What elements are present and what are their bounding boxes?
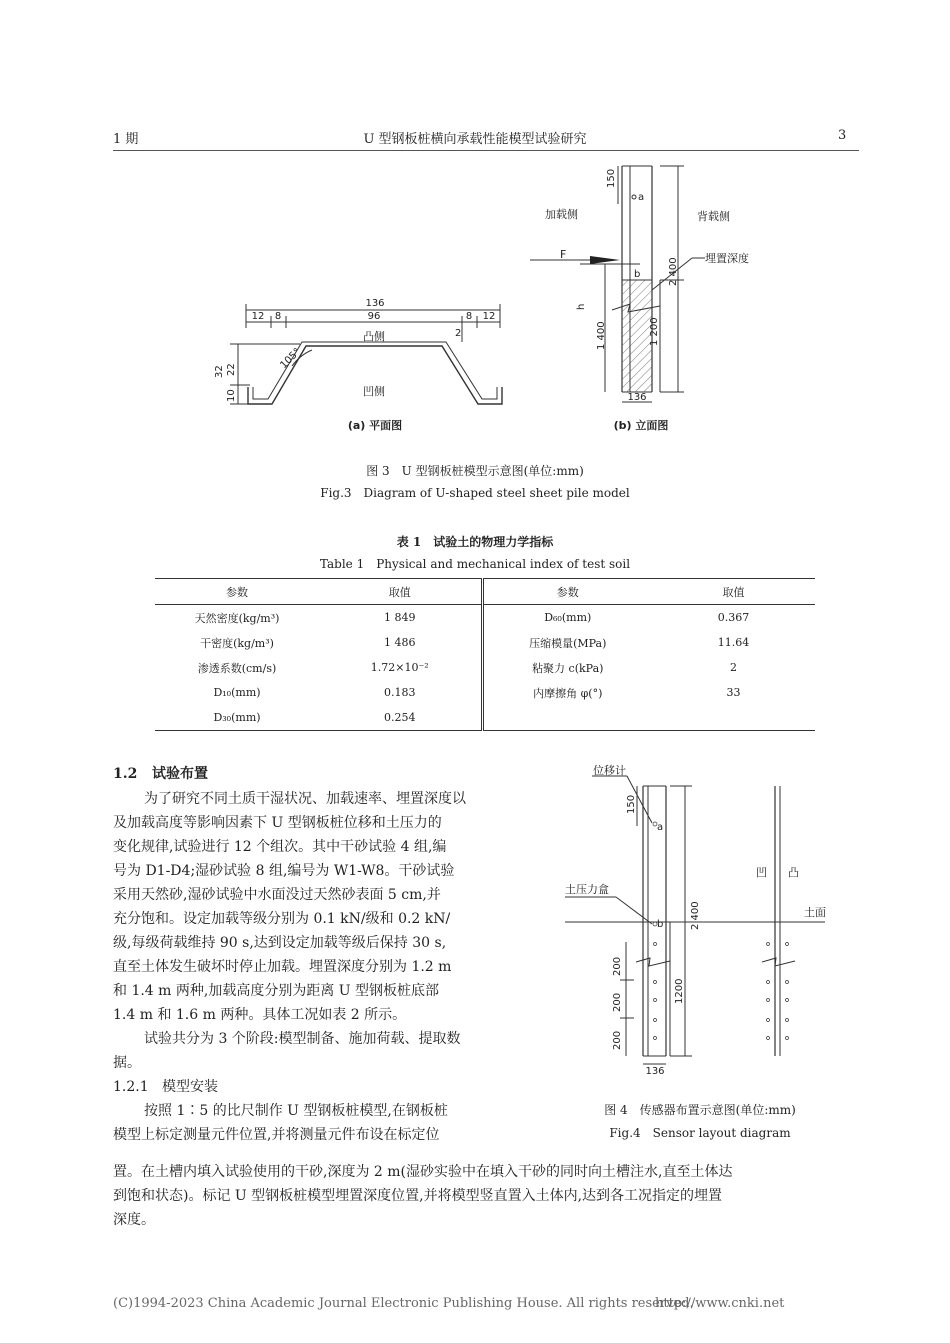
- elev-loading-side: 加载侧: [545, 208, 578, 221]
- plan-angle: 105°: [278, 346, 304, 372]
- table-row: [155, 680, 815, 705]
- fig4-dim-150: 150: [626, 794, 637, 814]
- table-cell: D₁₀(mm): [213, 686, 261, 699]
- section-para-3-continued: [113, 1160, 863, 1232]
- table-cell: 1 486: [319, 630, 482, 655]
- fig4-point-b: b: [657, 919, 664, 930]
- table-cell: 0.367: [717, 611, 750, 624]
- force-arrow-icon: [590, 256, 620, 264]
- elev-point-a: a: [638, 192, 645, 203]
- fig4-dim-200: 200: [612, 992, 623, 1012]
- plan-concave-side: 凹侧: [363, 385, 385, 398]
- table-1-caption-en: Table 1 Physical and mechanical index of test soil: [319, 557, 631, 571]
- fig4-dim-2400: 2 400: [690, 901, 701, 930]
- subsection-title: 模型安装: [161, 1079, 218, 1095]
- text-line: 直至土体发生破坏时停止加载。埋置深度分别为 1.2 m: [113, 959, 452, 975]
- footer-url[interactable]: http://www.cnki.net: [655, 1296, 785, 1311]
- text-line: 按照 1∶5 的比尺制作 U 型钢板桩模型,在钢板桩: [144, 1103, 448, 1119]
- plan-dim-total: 136: [365, 298, 385, 309]
- plan-dim-8-right: 8: [465, 311, 473, 322]
- table-1-caption-cn: 表 1 试验土的物理力学指标: [396, 535, 554, 549]
- table-header-row: [155, 579, 815, 605]
- figure-3: [200, 155, 800, 440]
- subsection-number: 1.2.1: [113, 1079, 149, 1095]
- table-header-cell: 取值: [722, 585, 745, 599]
- header-rule: [113, 150, 859, 151]
- table-header-cell: 参数: [556, 585, 579, 599]
- elev-dim-1200: 1 200: [649, 317, 660, 346]
- fig4-earth-pressure-box: 土压力盒: [565, 883, 609, 896]
- elev-dim-136: 136: [627, 392, 647, 403]
- table-cell: 干密度(kg/m³): [200, 636, 274, 650]
- figure-3-caption-en: Fig.3 Diagram of U-shaped steel sheet pile model: [320, 486, 630, 500]
- table-header-cell: 参数: [226, 585, 248, 599]
- section-para-1: [113, 787, 518, 1147]
- table-cell: 渗透系数(cm/s): [197, 661, 277, 675]
- figure-4: [540, 755, 840, 1080]
- table-cell: 1 849: [319, 605, 482, 631]
- plan-sublabel: (a) 平面图: [347, 419, 403, 432]
- text-line: 置。在土槽内填入试验使用的干砂,深度为 2 m(湿砂实验中在填入干砂的同时向土槽注水,直至土体达: [113, 1164, 733, 1180]
- plan-dim-32: 32: [214, 365, 225, 378]
- table-header-cell: 取值: [319, 579, 482, 605]
- text-line: 和 1.4 m 两种,加载高度分别为距离 U 型钢板桩底部: [113, 983, 440, 999]
- elev-embed-depth: 埋置深度: [705, 252, 749, 265]
- text-line: 为了研究不同土质干湿状况、加载速率、埋置深度以: [144, 791, 466, 807]
- table-cell: D₆₀(mm): [544, 611, 592, 624]
- header-title: U 型钢板桩横向承载性能模型试验研究: [363, 132, 587, 147]
- plan-dim-12-right: 12: [482, 311, 496, 322]
- table-row: [155, 605, 815, 631]
- section-heading: [113, 763, 208, 783]
- point-a-marker: [632, 195, 636, 199]
- plan-dim-10: 10: [226, 389, 237, 402]
- text-line: 号为 D1-D4;湿砂试验 8 组,编号为 W1-W8。干砂试验: [113, 863, 455, 879]
- fig4-concave: 凹: [756, 866, 767, 879]
- subsection-heading: [113, 1075, 518, 1099]
- table-1: [155, 578, 815, 731]
- table-cell: 2: [730, 661, 737, 674]
- table-cell: [652, 705, 815, 731]
- table-cell: 内摩擦角 φ(°): [533, 686, 603, 700]
- table-cell: 33: [726, 686, 741, 699]
- text-line: 1.4 m 和 1.6 m 两种。具体工况如表 2 所示。: [113, 1007, 407, 1023]
- plan-convex-side: 凸侧: [363, 330, 385, 343]
- text-line: 及加载高度等影响因素下 U 型钢板桩位移和土压力的: [113, 815, 442, 831]
- plan-dim-22: 22: [226, 363, 237, 376]
- elev-force: F: [560, 248, 567, 261]
- elev-dim-2400: 2 400: [668, 257, 679, 286]
- table-cell: 11.64: [717, 636, 750, 649]
- plan-dim-96: 96: [367, 311, 381, 322]
- table-cell: 1.72×10⁻²: [319, 655, 482, 680]
- text-line: 据。: [113, 1055, 141, 1071]
- text-line: 模型上标定测量元件位置,并将测量元件布设在标定位: [113, 1127, 440, 1143]
- figure-3-caption-cn: 图 3 U 型钢板桩模型示意图(单位:mm): [366, 464, 584, 478]
- elev-dim-h: h: [576, 303, 587, 310]
- plan-dim-2: 2: [455, 328, 462, 339]
- table-cell: 粘聚力 c(kPa): [532, 661, 604, 675]
- sensor-markers: [653, 822, 789, 1040]
- section-heading-title: 试验布置: [151, 766, 208, 782]
- text-line: 变化规律,试验进行 12 个组次。其中干砂试验 4 组,编: [113, 839, 447, 855]
- table-cell: 0.254: [319, 705, 482, 731]
- text-line: 到饱和状态)。标记 U 型钢板桩模型埋置深度位置,并将模型竖直置入土体内,达到各工况指定的埋置: [113, 1188, 723, 1204]
- table-cell: D₃₀(mm): [213, 711, 261, 724]
- table-row: [155, 630, 815, 655]
- fig4-dim-1200: 1200: [674, 978, 685, 1004]
- elev-dim-1400: 1 400: [596, 321, 607, 350]
- text-line: 试验共分为 3 个阶段:模型制备、施加荷载、提取数: [144, 1031, 461, 1047]
- text-line: 采用天然砂,湿砂试验中水面没过天然砂表面 5 cm,并: [113, 887, 441, 903]
- fig4-displacement-meter: 位移计: [593, 764, 626, 777]
- fig4-dim-200: 200: [612, 1030, 623, 1050]
- header-page-number: 3: [838, 128, 847, 143]
- text-line: 级,每级荷载维持 90 s,达到设定加载等级后保持 30 s,: [113, 935, 447, 951]
- fig4-dim-136: 136: [645, 1066, 665, 1077]
- table-row: [155, 705, 815, 731]
- elev-back-side: 背载侧: [697, 210, 730, 223]
- figure-4-caption-cn: 图 4 传感器布置示意图(单位:mm): [604, 1103, 796, 1117]
- table-row: [155, 655, 815, 680]
- header-issue: 1 期: [113, 132, 139, 147]
- elev-dim-150: 150: [606, 168, 617, 188]
- text-line: 深度。: [113, 1212, 155, 1228]
- table-cell: 天然密度(kg/m³): [194, 611, 280, 625]
- plan-dim-12-left: 12: [251, 311, 265, 322]
- footer-copyright: (C)1994-2023 China Academic Journal Electronic Publishing House. All rights reserved.: [113, 1296, 694, 1311]
- table-cell: [482, 705, 652, 731]
- fig4-dim-200: 200: [612, 956, 623, 976]
- plan-dim-8-left: 8: [274, 311, 282, 322]
- section-heading-number: 1.2: [113, 766, 138, 782]
- fig4-ground: 土面: [804, 906, 826, 919]
- elev-point-b: b: [634, 269, 641, 280]
- figure-4-caption-en: Fig.4 Sensor layout diagram: [609, 1126, 791, 1140]
- fig4-point-a: a: [657, 822, 664, 833]
- text-line: 充分饱和。设定加载等级分别为 0.1 kN/级和 0.2 kN/: [113, 911, 451, 927]
- fig4-convex: 凸: [788, 866, 799, 879]
- table-cell: 压缩模量(MPa): [529, 636, 607, 650]
- elev-sublabel: (b) 立面图: [613, 419, 669, 432]
- table-cell: 0.183: [319, 680, 482, 705]
